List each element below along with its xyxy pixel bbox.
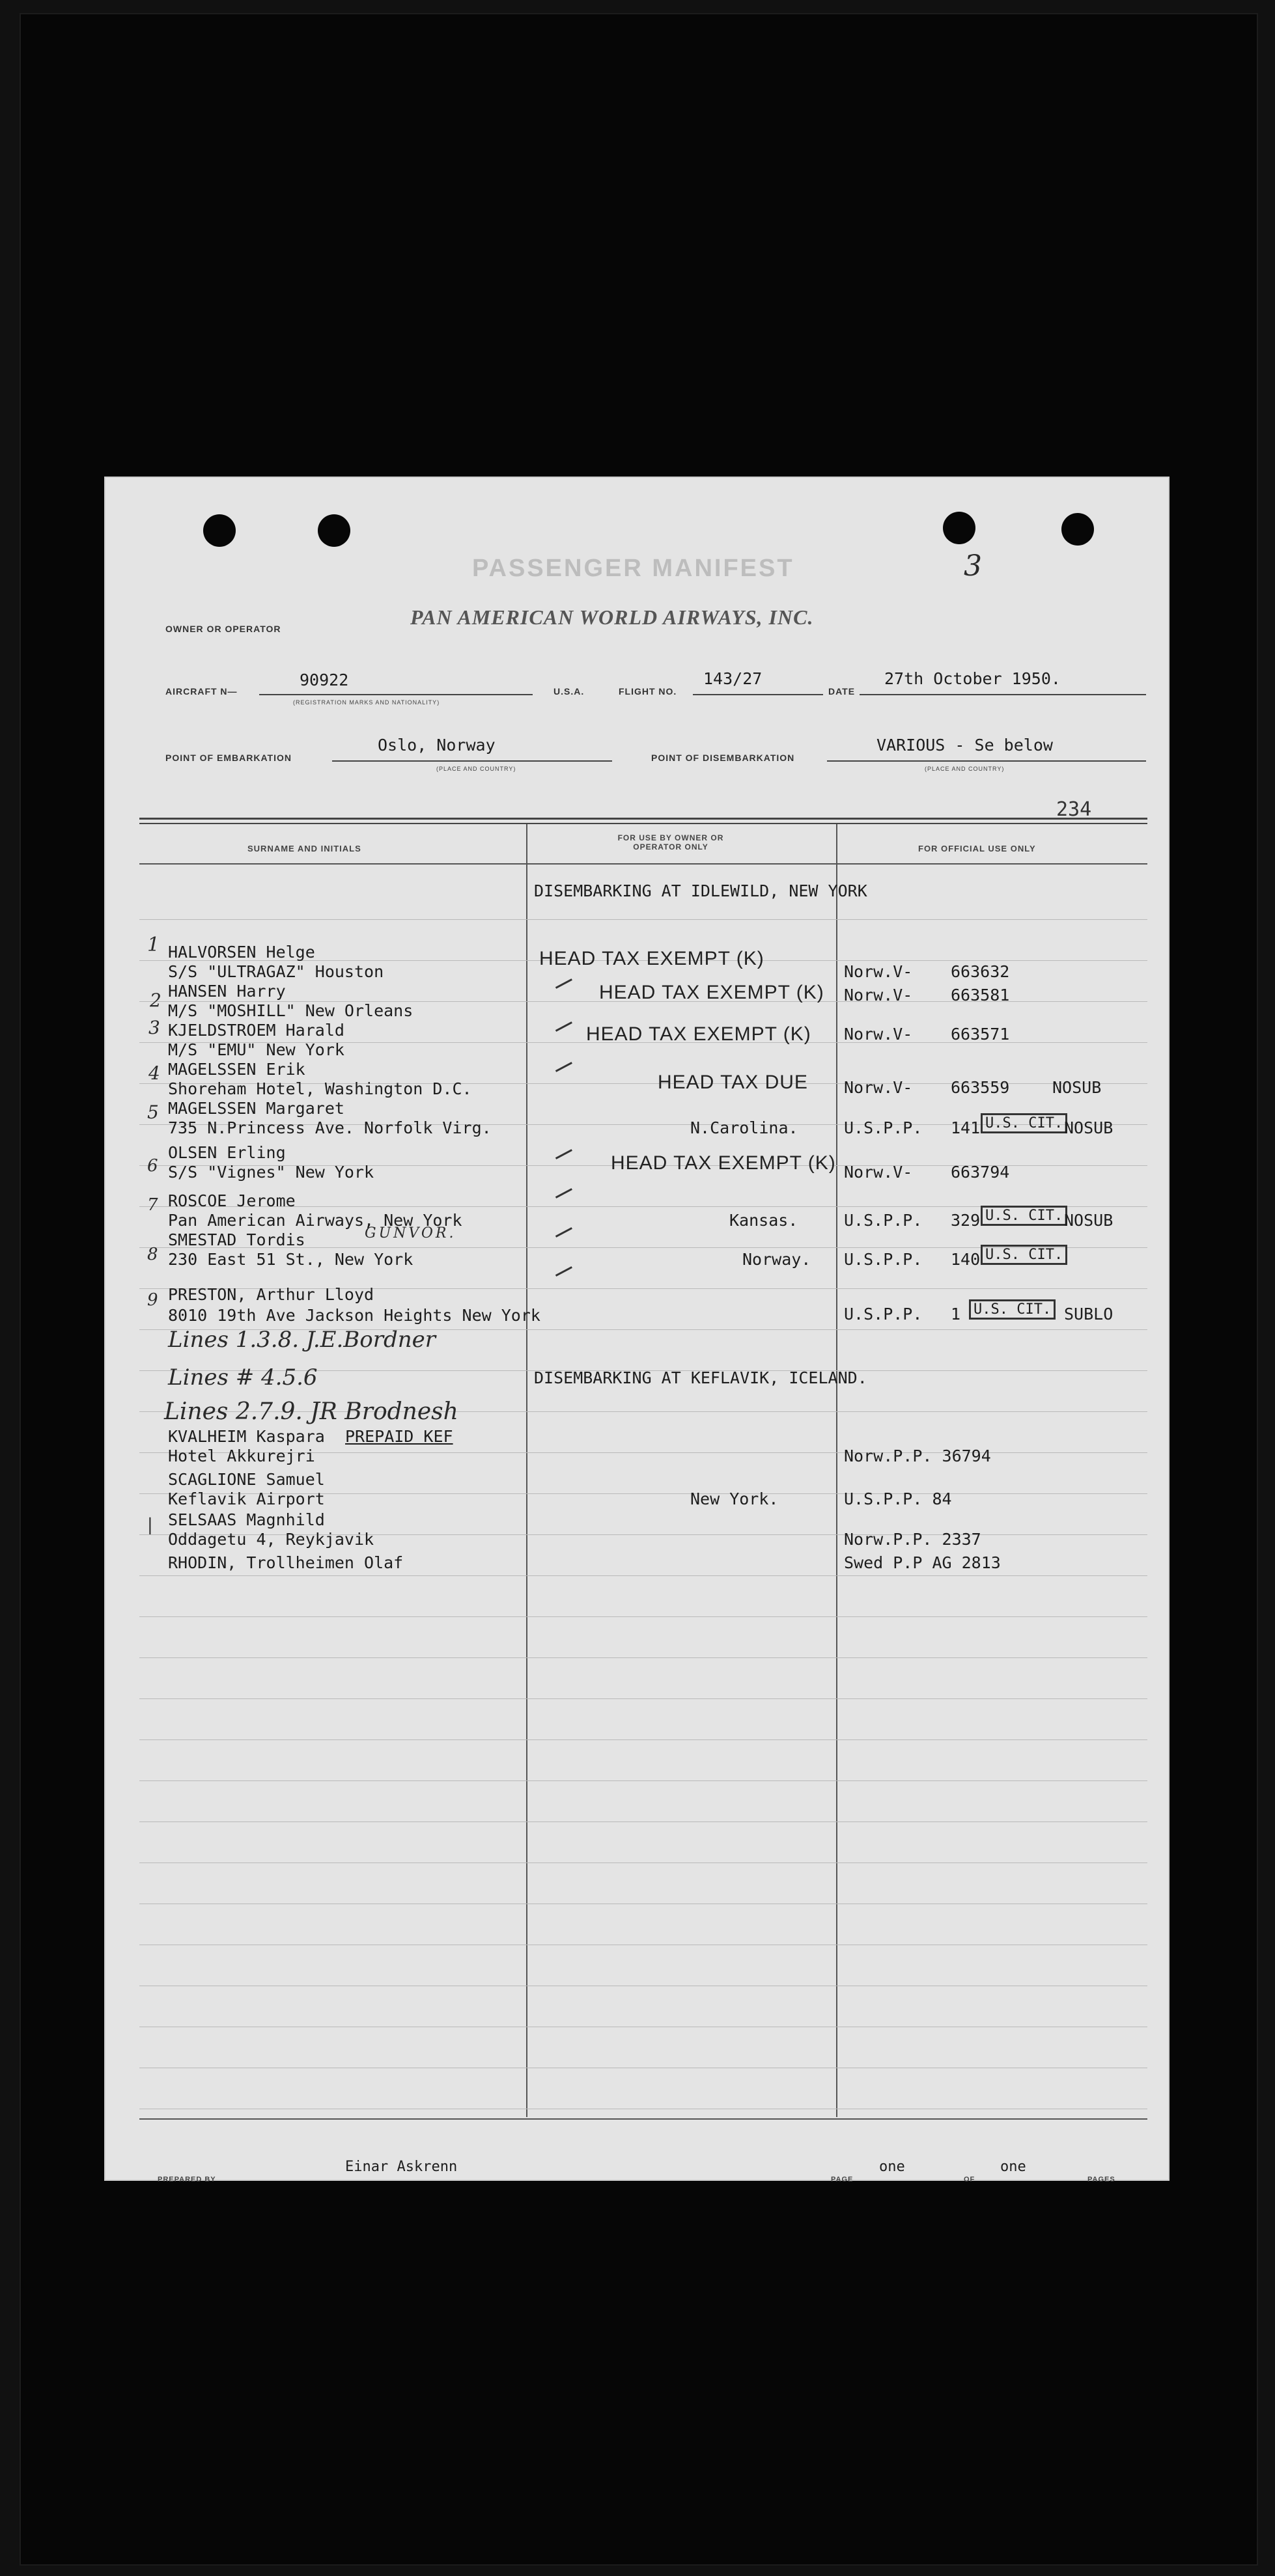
passenger-name: KVALHEIM Kaspara bbox=[168, 1427, 325, 1446]
ruled-line bbox=[139, 1575, 1147, 1576]
passenger-name: HALVORSEN Helge bbox=[168, 943, 315, 962]
check-mark bbox=[553, 974, 572, 989]
row-number: 5 bbox=[147, 1101, 159, 1123]
row-number: 8 bbox=[147, 1245, 158, 1264]
ruled-line bbox=[139, 1698, 1147, 1699]
col-header-name: SURNAME AND INITIALS bbox=[247, 844, 361, 853]
of-value: one bbox=[1000, 2159, 1026, 2175]
row-number: 7 bbox=[147, 1195, 158, 1215]
status-code: SUBLO bbox=[1064, 1305, 1114, 1323]
corner-number: 3 bbox=[964, 549, 982, 583]
document-number: 663571 bbox=[951, 1025, 1010, 1044]
passenger-address: Keflavik Airport bbox=[168, 1489, 325, 1508]
handwritten-note: Lines 2.7.9. JR Brodnesh bbox=[164, 1398, 458, 1425]
manifest-sheet bbox=[104, 477, 1170, 2181]
document: U.S.P.P. 84 bbox=[844, 1489, 952, 1508]
pages-label: PAGES bbox=[1087, 2176, 1115, 2183]
check-mark bbox=[553, 1223, 572, 1238]
destination: Norway. bbox=[742, 1250, 811, 1269]
document-number: 140 bbox=[951, 1250, 981, 1269]
table-bottom-rule bbox=[139, 2118, 1147, 2120]
document: Norw.P.P. 36794 bbox=[844, 1447, 991, 1465]
document-type: Norw.V- bbox=[844, 1025, 913, 1044]
section-keflavik: DISEMBARKING AT KEFLAVIK, ICELAND. bbox=[534, 1368, 867, 1387]
date-label: DATE bbox=[828, 686, 856, 697]
ruled-line bbox=[139, 1657, 1147, 1658]
passenger-name: SELSAAS Magnhild bbox=[168, 1510, 325, 1529]
check-mark bbox=[553, 1057, 572, 1072]
row-number: 3 bbox=[148, 1017, 160, 1038]
passenger-address: Shoreham Hotel, Washington D.C. bbox=[168, 1079, 472, 1098]
document-type: U.S.P.P. bbox=[844, 1305, 923, 1323]
embark-label: POINT OF EMBARKATION bbox=[165, 753, 292, 763]
row-number: 4 bbox=[148, 1062, 160, 1084]
check-mark bbox=[553, 1262, 572, 1277]
flight-value: 143/27 bbox=[703, 669, 763, 688]
passenger-name: KJELDSTROEM Harald bbox=[168, 1021, 344, 1040]
row-number: 6 bbox=[147, 1156, 158, 1176]
owner-value: PAN AMERICAN WORLD AIRWAYS, INC. bbox=[410, 605, 814, 629]
aircraft-value: 90922 bbox=[300, 671, 349, 689]
passenger-address: M/S "MOSHILL" New Orleans bbox=[168, 1001, 413, 1020]
document-type: Norw.V- bbox=[844, 986, 913, 1004]
page-number: 234 bbox=[1056, 798, 1092, 821]
disembark-sub: (PLACE AND COUNTRY) bbox=[925, 766, 1005, 772]
passenger-name: ROSCOE Jerome bbox=[168, 1191, 296, 1210]
disembark-value: VARIOUS - Se below bbox=[876, 736, 1053, 755]
aircraft-label: AIRCRAFT N— bbox=[165, 686, 238, 697]
punch-hole bbox=[943, 512, 975, 544]
col-header-operator: FOR USE BY OWNER OR OPERATOR ONLY bbox=[617, 833, 724, 852]
destination: Kansas. bbox=[729, 1211, 798, 1230]
prepaid-note: PREPAID KEF bbox=[345, 1427, 453, 1446]
ruled-line bbox=[139, 1616, 1147, 1617]
document: Swed P.P AG 2813 bbox=[844, 1553, 1001, 1572]
status-code: NOSUB bbox=[1052, 1078, 1102, 1097]
col-header-official: FOR OFFICIAL USE ONLY bbox=[918, 844, 1036, 853]
document-type: Norw.V- bbox=[844, 962, 913, 981]
passenger-address: S/S "Vignes" New York bbox=[168, 1163, 374, 1182]
row-number: 1 bbox=[147, 934, 160, 956]
aircraft-underline bbox=[259, 694, 533, 695]
passenger-name: RHODIN, Trollheimen Olaf bbox=[168, 1553, 404, 1572]
status-code: NOSUB bbox=[1064, 1211, 1114, 1230]
document-number: 663794 bbox=[951, 1163, 1010, 1182]
passenger-address: M/S "EMU" New York bbox=[168, 1040, 344, 1059]
form-title: PASSENGER MANIFEST bbox=[472, 555, 794, 582]
check-mark bbox=[553, 1184, 572, 1198]
passenger-name: OLSEN Erling bbox=[168, 1143, 286, 1162]
row-number: 9 bbox=[147, 1290, 158, 1310]
head-tax-stamp: HEAD TAX EXEMPT (K) bbox=[599, 982, 824, 1003]
header-bottom-rule bbox=[139, 863, 1147, 865]
date-underline bbox=[860, 694, 1146, 695]
table-top-rule-2 bbox=[139, 823, 1147, 824]
citizenship-stamp: U.S. CIT. bbox=[969, 1299, 1056, 1320]
destination: New York. bbox=[690, 1489, 779, 1508]
passenger-name: SMESTAD Tordis bbox=[168, 1230, 305, 1249]
citizenship-stamp: U.S. CIT. bbox=[981, 1245, 1067, 1265]
citizenship-stamp: U.S. CIT. bbox=[981, 1206, 1067, 1226]
document-number: 141 bbox=[951, 1118, 981, 1137]
passenger-address: Oddagetu 4, Reykjavik bbox=[168, 1530, 374, 1549]
date-value: 27th October 1950. bbox=[884, 669, 1061, 688]
ruled-line bbox=[139, 919, 1147, 920]
prepared-value: Einar Askrenn bbox=[345, 2159, 458, 2175]
passenger-address: S/S "ULTRAGAZ" Houston bbox=[168, 962, 384, 981]
embark-sub: (PLACE AND COUNTRY) bbox=[436, 766, 516, 772]
row-number: 2 bbox=[150, 990, 161, 1011]
punch-hole bbox=[318, 514, 350, 547]
document-number: 329 bbox=[951, 1211, 981, 1230]
embark-underline bbox=[332, 760, 612, 762]
destination: N.Carolina. bbox=[690, 1118, 798, 1137]
row-mark: | bbox=[147, 1516, 153, 1535]
passenger-name: MAGELSSEN Margaret bbox=[168, 1099, 344, 1118]
page-label: PAGE bbox=[831, 2176, 854, 2183]
handwritten-note: Lines 1.3.8. J.E.Bordner bbox=[168, 1327, 436, 1353]
head-tax-stamp: HEAD TAX EXEMPT (K) bbox=[586, 1023, 811, 1045]
punch-hole bbox=[203, 514, 236, 547]
document-type: Norw.V- bbox=[844, 1163, 913, 1182]
document-type: U.S.P.P. bbox=[844, 1250, 923, 1269]
usa-label: U.S.A. bbox=[553, 686, 585, 697]
handwritten-name-correction: GUNVOR. bbox=[365, 1225, 456, 1241]
passenger-address: Hotel Akkurejri bbox=[168, 1447, 315, 1465]
embark-value: Oslo, Norway bbox=[378, 736, 496, 755]
document-type: U.S.P.P. bbox=[844, 1211, 923, 1230]
document: Norw.P.P. 2337 bbox=[844, 1530, 981, 1549]
punch-hole bbox=[1061, 513, 1094, 546]
head-tax-stamp: HEAD TAX EXEMPT (K) bbox=[611, 1152, 836, 1174]
check-mark bbox=[553, 1144, 572, 1159]
flight-underline bbox=[693, 694, 823, 695]
head-tax-stamp: HEAD TAX EXEMPT (K) bbox=[539, 948, 764, 969]
passenger-name: HANSEN Harry bbox=[168, 982, 286, 1001]
section-idlewild: DISEMBARKING AT IDLEWILD, NEW YORK bbox=[534, 881, 867, 900]
document-number: 1 bbox=[951, 1305, 961, 1323]
document-number: 663632 bbox=[951, 962, 1010, 981]
passenger-address: 230 East 51 St., New York bbox=[168, 1250, 413, 1269]
passenger-name: MAGELSSEN Erik bbox=[168, 1060, 305, 1079]
ruled-line bbox=[139, 1739, 1147, 1740]
prepared-label: PREPARED BY bbox=[158, 2176, 216, 2183]
document-number: 663581 bbox=[951, 986, 1010, 1004]
handwritten-note: Lines # 4.5.6 bbox=[168, 1364, 318, 1391]
disembark-underline bbox=[827, 760, 1146, 762]
aircraft-sub: (REGISTRATION MARKS AND NATIONALITY) bbox=[293, 699, 440, 706]
passenger-address: Pan American Airways, New York bbox=[168, 1211, 462, 1230]
passenger-address: 8010 19th Ave Jackson Heights New York bbox=[168, 1306, 540, 1325]
document-type: U.S.P.P. bbox=[844, 1118, 923, 1137]
head-tax-stamp: HEAD TAX DUE bbox=[658, 1072, 808, 1093]
passenger-address: 735 N.Princess Ave. Norfolk Virg. bbox=[168, 1118, 492, 1137]
ruled-line bbox=[139, 1821, 1147, 1822]
citizenship-stamp: U.S. CIT. bbox=[981, 1113, 1067, 1133]
document-number: 663559 bbox=[951, 1078, 1010, 1097]
disembark-label: POINT OF DISEMBARKATION bbox=[651, 753, 795, 763]
column-divider bbox=[836, 824, 837, 2117]
of-label: OF bbox=[964, 2176, 975, 2183]
column-divider bbox=[526, 824, 527, 2117]
flight-label: FLIGHT NO. bbox=[619, 686, 677, 697]
ruled-line bbox=[139, 1780, 1147, 1781]
owner-label: OWNER OR OPERATOR bbox=[165, 624, 281, 634]
passenger-name: PRESTON, Arthur Lloyd bbox=[168, 1285, 374, 1304]
passenger-name: SCAGLIONE Samuel bbox=[168, 1470, 325, 1489]
check-mark bbox=[553, 1017, 572, 1032]
page-value: one bbox=[879, 2159, 905, 2175]
table-top-rule bbox=[139, 818, 1147, 820]
status-code: NOSUB bbox=[1064, 1118, 1114, 1137]
document-type: Norw.V- bbox=[844, 1078, 913, 1097]
